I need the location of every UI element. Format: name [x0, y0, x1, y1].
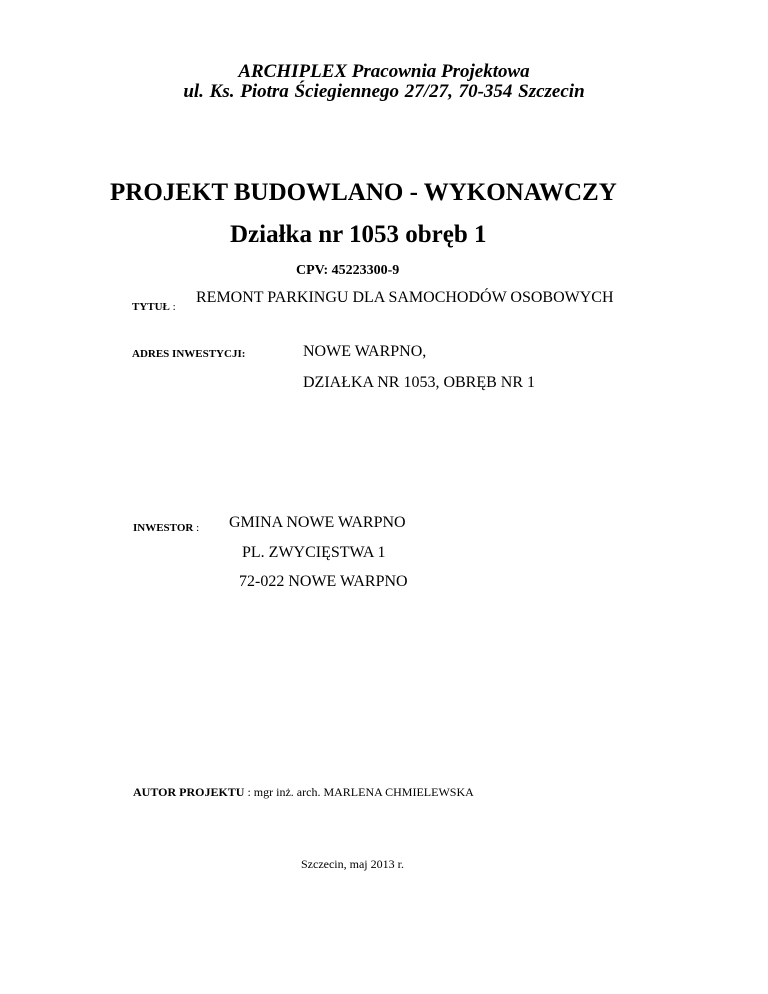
investor-line-3: 72-022 NOWE WARPNO [239, 573, 408, 590]
title-label-group [132, 297, 176, 315]
address-line-2: DZIAŁKA NR 1053, OBRĘB NR 1 [303, 374, 536, 391]
author-line [133, 784, 474, 800]
investor-label-group [133, 518, 199, 536]
firm-address: ul. Ks. Piotra Ściegiennego 27/27, 70-354 Szczecin [183, 81, 585, 102]
firm-name: ARCHIPLEX Pracownia Projektowa [238, 61, 530, 82]
investor-line-1: GMINA NOWE WARPNO [229, 514, 406, 531]
title-value: REMONT PARKINGU DLA SAMOCHODÓW OSOBOWYCH [196, 289, 614, 306]
author-value: : mgr inż. arch. MARLENA CHMIELEWSKA [244, 785, 474, 799]
investor-separator: : [193, 522, 200, 534]
address-label: ADRES INWESTYCJI: [132, 348, 246, 360]
plot-heading: Działka nr 1053 obręb 1 [230, 221, 487, 248]
place-date: Szczecin, maj 2013 r. [301, 857, 404, 871]
address-line-1: NOWE WARPNO, [303, 343, 427, 360]
project-type-heading: PROJEKT BUDOWLANO - WYKONAWCZY [110, 179, 617, 206]
title-separator: : [169, 301, 176, 313]
author-label: AUTOR PROJEKTU [133, 785, 245, 799]
investor-line-2: PL. ZWYCIĘSTWA 1 [242, 544, 386, 561]
title-label: TYTUŁ [132, 301, 170, 313]
investor-label: INWESTOR [133, 522, 194, 534]
cpv-code: CPV: 45223300-9 [296, 263, 400, 278]
